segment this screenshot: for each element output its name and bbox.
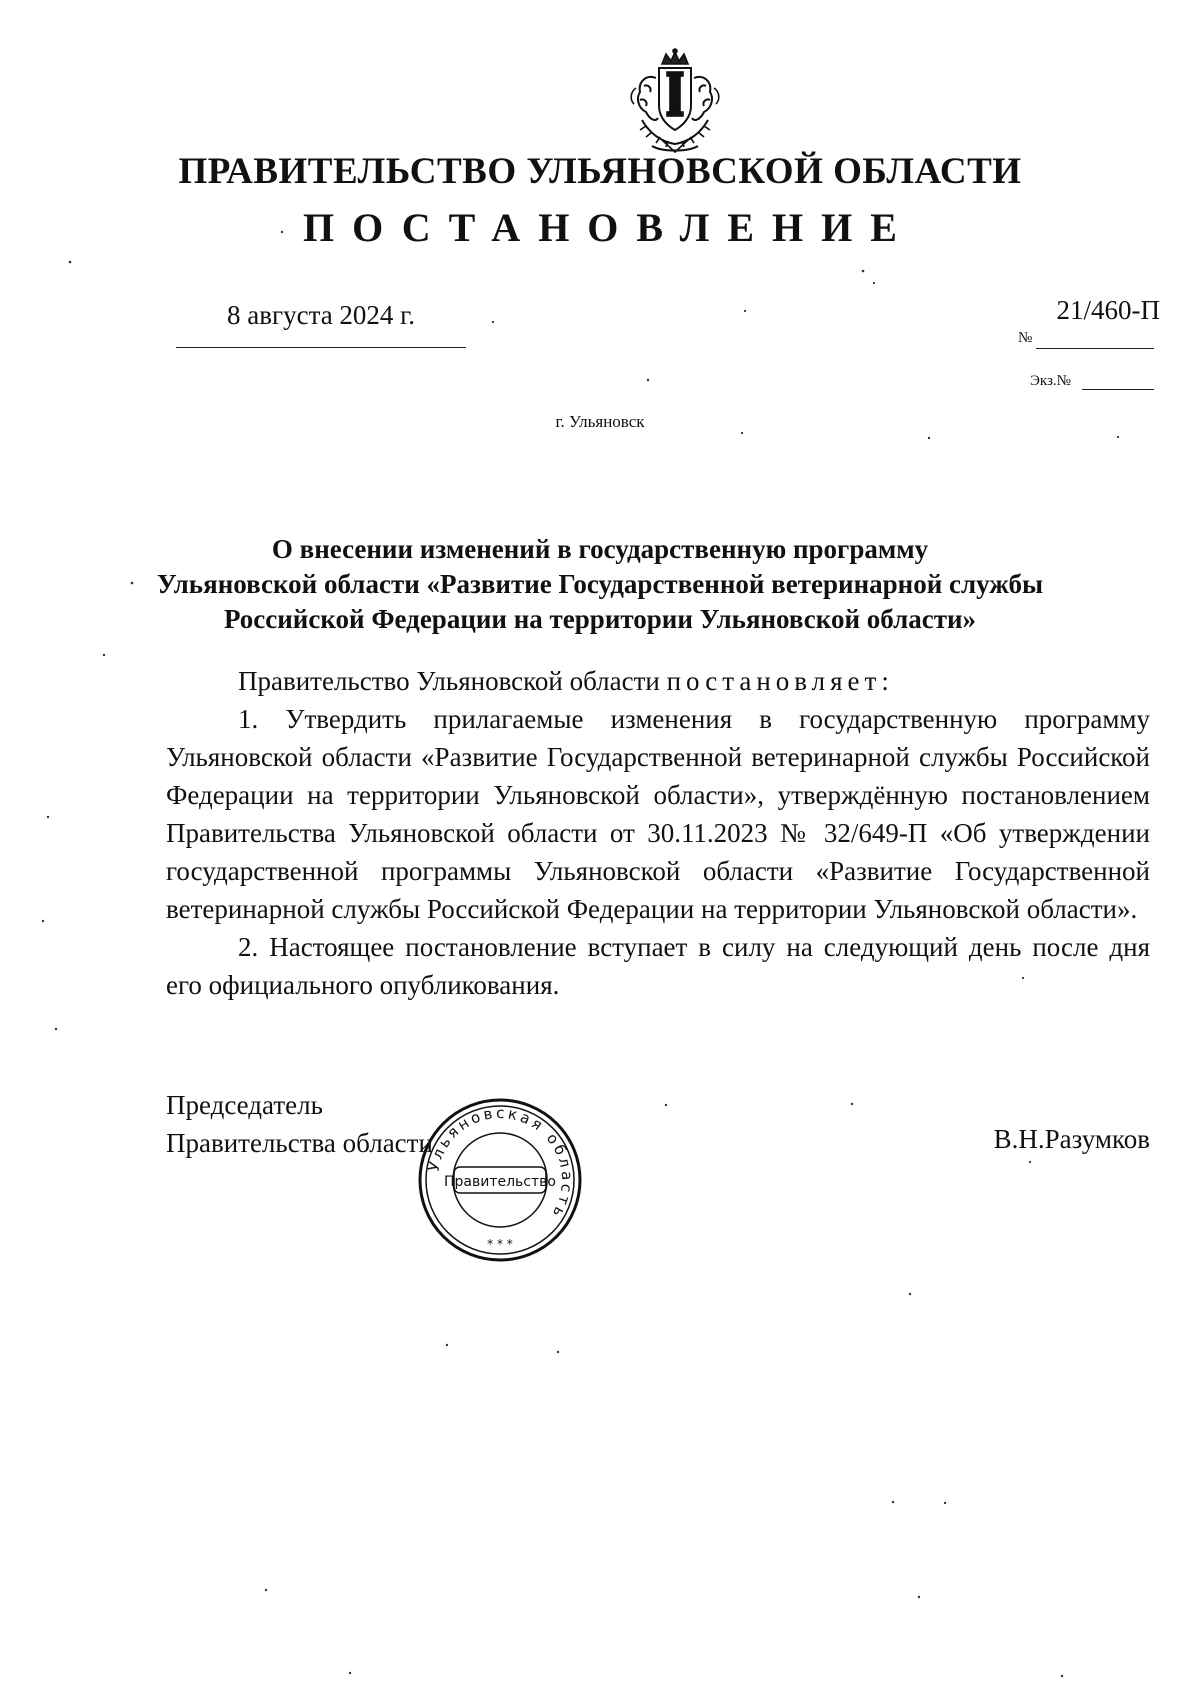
number-underline <box>1036 348 1154 349</box>
government-title: ПРАВИТЕЛЬСТВО УЛЬЯНОВСКОЙ ОБЛАСТИ <box>178 151 1022 192</box>
preamble-text: Правительство Ульяновской области <box>238 666 667 696</box>
preamble-paragraph <box>166 662 1150 700</box>
signer-name: В.Н.Разумков <box>993 1124 1150 1154</box>
signer-position-line: Председатель <box>166 1090 323 1120</box>
subject-line: О внесении изменений в государственную программу <box>271 534 929 564</box>
seal-center-text: Правительство <box>444 1174 556 1190</box>
ulyanovsk-coat-of-arms-icon <box>622 48 728 156</box>
document-body <box>166 662 1150 1004</box>
issue-city: г. Ульяновск <box>555 412 645 431</box>
item-1-paragraph: 1. Утвердить прилагаемые изменения в государственную программу Ульяновской области «Развитие Государственной ветеринарной службы Российской Федерации на территории Ульяновской области», утверждённую постановлением Правительства Ульяновской области от 30.11.2023 № 32/649-П «Об утверждении государственной программы Ульяновской области «Развитие Государственной ветеринарной службы Российской Федерации на территории Ульяновской области». <box>166 704 1150 924</box>
number-label: № <box>1018 330 1033 346</box>
document-number: 21/460-П <box>1056 295 1160 325</box>
subject-line: Российской Федерации на территории Ульяновской области» <box>223 604 977 634</box>
seal-ring-text: Ульяновская область <box>424 1103 577 1223</box>
document-type-title: ПОСТАНОВЛЕНИЕ <box>303 205 915 250</box>
preamble-verb: постановляет: <box>666 666 894 696</box>
document-date: 8 августа 2024 г. <box>227 300 415 330</box>
item-2-paragraph: 2. Настоящее постановление вступает в силу на следующий день после дня его официального опубликования. <box>166 932 1150 1000</box>
official-seal-stamp <box>410 1090 590 1270</box>
copy-number-label: Экз.№ <box>1030 373 1071 389</box>
subject-line: Ульяновской области «Развитие Государственной ветеринарной службы <box>156 569 1044 599</box>
signer-position-line: Правительства области <box>166 1128 433 1158</box>
date-underline <box>176 347 466 348</box>
copy-number-underline <box>1082 389 1154 390</box>
signer-position <box>166 1086 433 1162</box>
document-subject <box>120 532 1080 637</box>
seal-stars: * * * <box>487 1237 513 1251</box>
